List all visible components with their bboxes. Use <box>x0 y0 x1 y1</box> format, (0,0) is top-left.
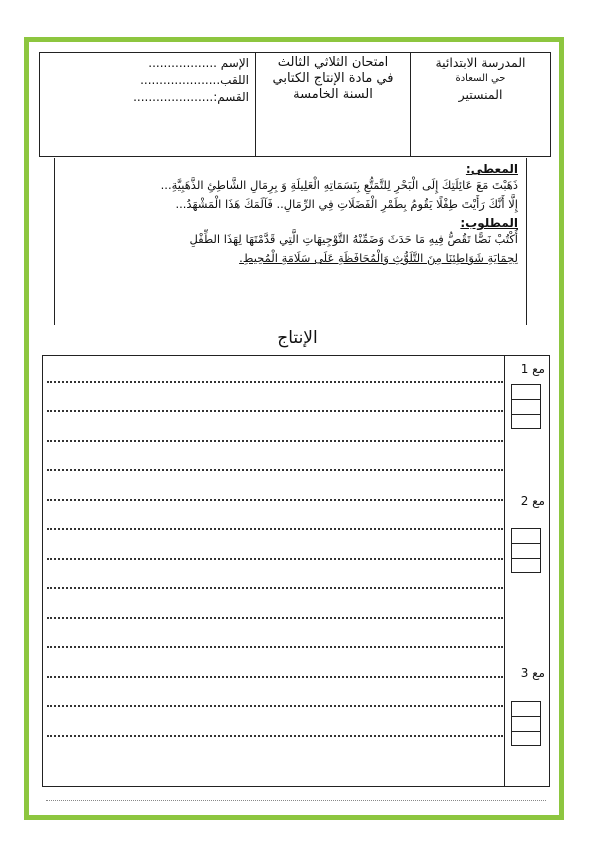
task-heading: المطلوب: <box>460 216 518 230</box>
school-city: المنستير <box>458 87 503 102</box>
exam-subject: في مادة الإنتاج الكتابي <box>272 71 394 86</box>
task-line-1: أُكْتُبْ نَصًّا تَقُصُّ فِيهِ مَا حَدَثَ وَضَمِّنْهُ التَّوْجِيهَاتِ الَّتِي قَدَّمْتَهَا لِهَذَا الطِّفْلِ <box>189 232 518 246</box>
school-name: المدرسة الابتدائية <box>435 55 526 70</box>
exam-title: امتحان الثلاثي الثالث <box>277 55 389 70</box>
school-district: حي السعادة <box>455 73 506 84</box>
writing-line[interactable] <box>47 499 503 501</box>
exam-info <box>255 53 410 156</box>
student-surname-field[interactable]: اللقب..................... <box>140 73 249 87</box>
writing-lines[interactable] <box>47 356 503 786</box>
writing-line[interactable] <box>47 469 503 471</box>
exam-header <box>39 52 551 157</box>
footer-divider <box>46 800 546 801</box>
writing-line[interactable] <box>47 440 503 442</box>
writing-line[interactable] <box>47 617 503 619</box>
writing-line[interactable] <box>47 587 503 589</box>
school-info <box>410 53 550 156</box>
writing-line[interactable] <box>47 705 503 707</box>
criteria-column <box>504 356 549 786</box>
production-title: الإنتاج <box>277 328 318 348</box>
criterion-2-label: مع 2 <box>520 494 545 508</box>
student-info <box>40 53 255 156</box>
exam-prompt <box>54 158 527 325</box>
writing-line[interactable] <box>47 676 503 678</box>
given-heading: المعطى: <box>465 162 518 176</box>
criterion-1-label: مع 1 <box>520 362 545 376</box>
writing-line[interactable] <box>47 646 503 648</box>
student-name-field[interactable]: الإسم .................. <box>148 56 249 70</box>
student-class-field[interactable]: القسم:..................... <box>133 90 249 104</box>
writing-line[interactable] <box>47 735 503 737</box>
exam-grade: السنة الخامسة <box>293 87 373 102</box>
writing-line[interactable] <box>47 381 503 383</box>
writing-area <box>42 355 550 787</box>
writing-line[interactable] <box>47 558 503 560</box>
writing-line[interactable] <box>47 528 503 530</box>
given-line-2: إِلَّا أَنَّكَ رَأَيْتَ طِفْلًا يَقُومُ بِطَمْرِ الْفَضَلَاتِ فِي الرِّمَالِ.. فَآلَمَكَ هَذَا الْمَشْهَدُ... <box>175 197 518 211</box>
given-line-1: ذَهَبْتَ مَعَ عَائِلَتِكَ إِلَى الْبَحْرِ لِلتَّمَتُّعِ بِنَسَمَاتِهِ الْعَلِيلَةِ وَ بِرِمَالِ الشَّاطِئِ الذَّهَبِيَّةِ... <box>160 178 518 192</box>
criterion-1-score-boxes[interactable] <box>511 384 541 429</box>
criterion-3-label: مع 3 <box>520 666 545 680</box>
criterion-2-score-boxes[interactable] <box>511 528 541 573</box>
criterion-3-score-boxes[interactable] <box>511 701 541 746</box>
writing-line[interactable] <box>47 410 503 412</box>
task-line-2: لِحِمَايَةِ شَوَاطِئِنَا مِنَ التَّلَوُّثِ وَالْمُحَافَظَةِ عَلَى سَلَامَةِ الْمُحِيطِ. <box>239 251 518 265</box>
